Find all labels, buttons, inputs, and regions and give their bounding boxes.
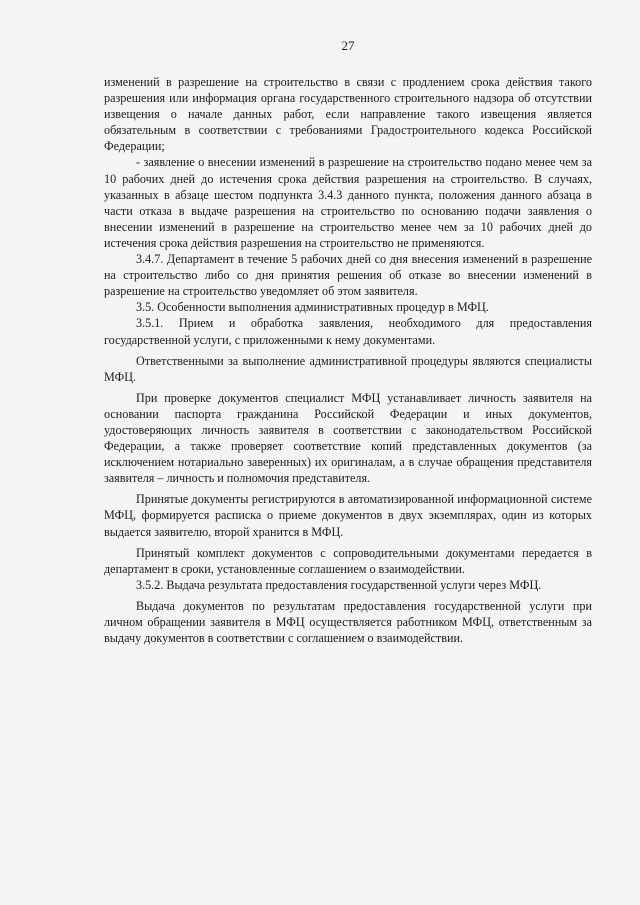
paragraph-document-check: При проверке документов специалист МФЦ устанавливает личность заявителя на основании паспорта гражданина Российской Федерации и иных документов, удостоверяющих личность заявителя в соответствии с законодательством Российской Федерации, а также проверяет соответствие копий представленных документов (за исключением нотариально заверенных) их оригиналам, а в случае обращения представителя заявителя – личность и полномочия представителя. [104,390,592,486]
paragraph-3-5: 3.5. Особенности выполнения административных процедур в МФЦ. [136,300,489,315]
paragraph-issuance: Выдача документов по результатам предоставления государственной услуги при личном обращении заявителя в МФЦ осуществляется работником МФЦ, ответственным за выдачу документов в соответствии с соглашением о взаимодействии. [104,598,592,646]
document-body [104,74,592,646]
page-number: 27 [341,38,355,53]
paragraph-registration: Принятые документы регистрируются в автоматизированной информационной системе МФЦ, формируется расписка о приеме документов в двух экземплярах, один из которых выдается заявителю, второй хранится в МФЦ. [104,492,592,539]
paragraph-continuation: изменений в разрешение на строительство в связи с продлением срока действия такого разрешения или информация органа государственного строительного надзора об отсутствии извещения о начале данных работ, если направление такого извещения является обязательным в соответствии с требованиями Градостроительного кодекса Российской Федерации; [104,75,592,154]
paragraph-3-4-7: 3.4.7. Департамент в течение 5 рабочих дней со дня внесения изменений в разрешение на строительство либо со дня принятия решения об отказе во внесении изменений в разрешение на строительство уведомляет об этом заявителя. [104,252,592,299]
paragraph-3-5-2: 3.5.2. Выдача результата предоставления государственной услуги через МФЦ. [136,577,542,592]
paragraph-transfer: Принятый комплект документов с сопроводительными документами передается в департамент в сроки, установленные соглашением о взаимодействии. [104,545,592,576]
paragraph-3-5-1: 3.5.1. Прием и обработка заявления, необходимого для предоставления государственной услуги, с приложенными к нему документами. [104,316,592,347]
paragraph-responsible: Ответственными за выполнение административной процедуры являются специалисты МФЦ. [104,353,592,384]
paragraph-application-deadline: - заявление о внесении изменений в разрешение на строительство подано менее чем за 10 рабочих дней до истечения срока действия разрешения на строительство. В случаях, указанных в абзаце шестом подпункта 3.4.3 данного пункта, положения данного абзаца в части отказа в выдаче разрешения на строительство по основанию подачи заявления о внесении изменений в разрешение на строительство менее чем за 10 рабочих дней до истечения срока действия разрешения на строительство не применяются. [104,155,592,250]
